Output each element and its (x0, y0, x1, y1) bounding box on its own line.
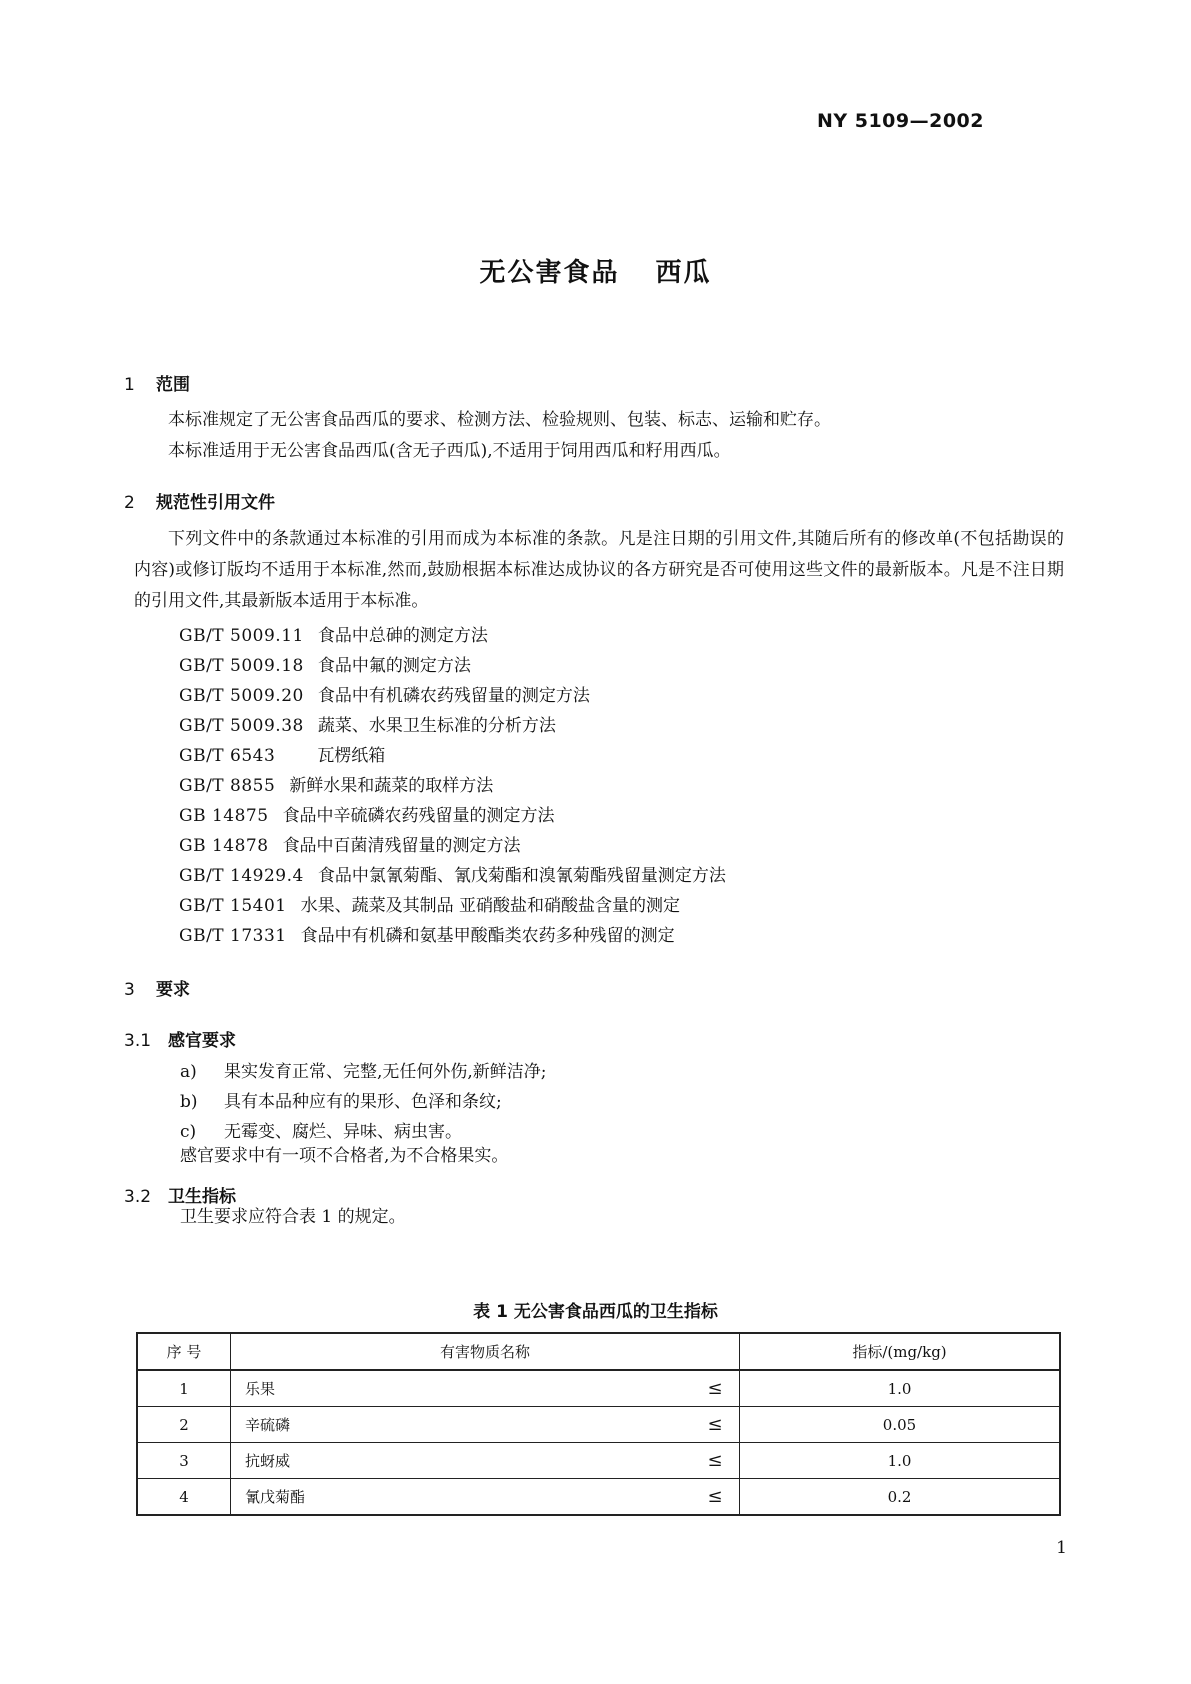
table-row (137, 1370, 1060, 1407)
hygiene-text: 卫生要求应符合表 1 的规定。 (180, 1207, 406, 1227)
header-substance-name: 有害物质名称 (231, 1333, 740, 1370)
table-row (137, 1443, 1060, 1479)
section-title: 范围 (156, 375, 190, 395)
reference-code: GB/T 14929.4 (179, 866, 304, 886)
reference-item (179, 921, 675, 946)
section-title: 规范性引用文件 (156, 493, 275, 513)
reference-name: 蔬菜、水果卫生标准的分析方法 (317, 716, 556, 736)
reference-code: GB/T 5009.11 (179, 626, 304, 646)
operator: ≤ (691, 1479, 740, 1516)
reference-item (179, 621, 488, 646)
section-number: 3 (124, 980, 135, 1000)
reference-code: GB 14875 (179, 806, 269, 826)
section-2-heading (124, 488, 275, 513)
row-number: 1 (137, 1370, 231, 1407)
subsection-number: 3.2 (124, 1187, 152, 1207)
reference-code: GB/T 8855 (179, 776, 276, 796)
reference-name: 食品中辛硫磷农药残留量的测定方法 (282, 806, 555, 826)
substance-name: 氰戊菊酯 (231, 1479, 692, 1516)
limit-value: 1.0 (740, 1370, 1061, 1407)
sensory-note: 感官要求中有一项不合格者,为不合格果实。 (180, 1146, 509, 1166)
operator: ≤ (691, 1407, 740, 1443)
operator: ≤ (691, 1370, 740, 1407)
limit-value: 0.2 (740, 1479, 1061, 1516)
reference-name: 水果、蔬菜及其制品 亚硝酸盐和硝酸盐含量的测定 (300, 896, 681, 916)
substance-name: 辛硫磷 (231, 1407, 692, 1443)
operator: ≤ (691, 1443, 740, 1479)
list-item (180, 1087, 502, 1112)
table-header-row (137, 1333, 1060, 1370)
list-item-text: 果实发育正常、完整,无任何外伤,新鲜洁净; (224, 1062, 547, 1082)
table-row (137, 1407, 1060, 1443)
section-1-paragraph-1: 本标准规定了无公害食品西瓜的要求、检测方法、检验规则、包装、标志、运输和贮存。 (168, 410, 831, 430)
section-2-intro: 下列文件中的条款通过本标准的引用而成为本标准的条款。凡是注日期的引用文件,其随后所有的修改单(不包括勘误的内容)或修订版均不适用于本标准,然而,鼓励根据本标准达成协议的各方研究是否可使用这些文件的最新版本。凡是不注日期的引用文件,其最新版本适用于本标准。 (134, 529, 1064, 611)
substance-name: 抗蚜威 (231, 1443, 692, 1479)
reference-code: GB/T 5009.20 (179, 686, 304, 706)
reference-name: 食品中百菌清残留量的测定方法 (282, 836, 521, 856)
list-item-label: b) (180, 1092, 198, 1112)
hygiene-limits-table (136, 1332, 1061, 1516)
subsection-title: 卫生指标 (168, 1187, 236, 1207)
section-number: 2 (124, 493, 135, 513)
table-caption: 表 1 无公害食品西瓜的卫生指标 (473, 1302, 718, 1322)
section-1-heading (124, 370, 190, 395)
reference-item (179, 831, 521, 856)
reference-item (179, 771, 493, 796)
list-item-text: 具有本品种应有的果形、色泽和条纹; (224, 1092, 502, 1112)
reference-name: 食品中氯氰菊酯、氰戊菊酯和溴氰菊酯残留量测定方法 (317, 866, 726, 886)
reference-name: 食品中总砷的测定方法 (317, 626, 488, 646)
section-title: 要求 (156, 980, 190, 1000)
list-item (180, 1117, 462, 1142)
reference-item (179, 861, 726, 886)
reference-item (179, 741, 385, 766)
reference-item (179, 801, 555, 826)
reference-code: GB 14878 (179, 836, 269, 856)
reference-name: 瓦楞纸箱 (317, 746, 386, 766)
reference-code: GB/T 5009.18 (179, 656, 304, 676)
substance-name: 乐果 (231, 1370, 692, 1407)
title-part-2: 西瓜 (655, 258, 712, 288)
page-number: 1 (1056, 1538, 1067, 1558)
reference-item (179, 681, 590, 706)
table-row (137, 1479, 1060, 1516)
reference-name: 食品中有机磷农药残留量的测定方法 (317, 686, 590, 706)
list-item-label: c) (180, 1122, 197, 1142)
header-serial-number: 序 号 (137, 1333, 231, 1370)
section-3-1-heading (124, 1026, 236, 1051)
reference-code: GB/T 15401 (179, 896, 287, 916)
reference-item (179, 651, 471, 676)
limit-value: 1.0 (740, 1443, 1061, 1479)
reference-code: GB/T 17331 (179, 926, 287, 946)
row-number: 2 (137, 1407, 231, 1443)
reference-item (179, 711, 556, 736)
row-number: 4 (137, 1479, 231, 1516)
reference-code: GB/T 6543 (179, 746, 276, 766)
row-number: 3 (137, 1443, 231, 1479)
list-item-label: a) (180, 1062, 197, 1082)
title-part-1: 无公害食品 (479, 258, 620, 288)
list-item (180, 1057, 547, 1082)
header-limit: 指标/(mg/kg) (740, 1333, 1061, 1370)
limit-value: 0.05 (740, 1407, 1061, 1443)
section-1-paragraph-2: 本标准适用于无公害食品西瓜(含无子西瓜),不适用于饲用西瓜和籽用西瓜。 (168, 441, 731, 461)
list-item-text: 无霉变、腐烂、异味、病虫害。 (224, 1122, 462, 1142)
standard-code: NY 5109—2002 (816, 110, 984, 132)
subsection-title: 感官要求 (168, 1031, 236, 1051)
subsection-number: 3.1 (124, 1031, 152, 1051)
reference-item (179, 891, 680, 916)
document-title (0, 252, 1191, 289)
reference-name: 食品中有机磷和氨基甲酸酯类农药多种残留的测定 (300, 926, 675, 946)
reference-name: 新鲜水果和蔬菜的取样方法 (289, 776, 494, 796)
reference-name: 食品中氟的测定方法 (317, 656, 471, 676)
section-number: 1 (124, 375, 135, 395)
section-3-heading (124, 975, 190, 1000)
reference-code: GB/T 5009.38 (179, 716, 304, 736)
